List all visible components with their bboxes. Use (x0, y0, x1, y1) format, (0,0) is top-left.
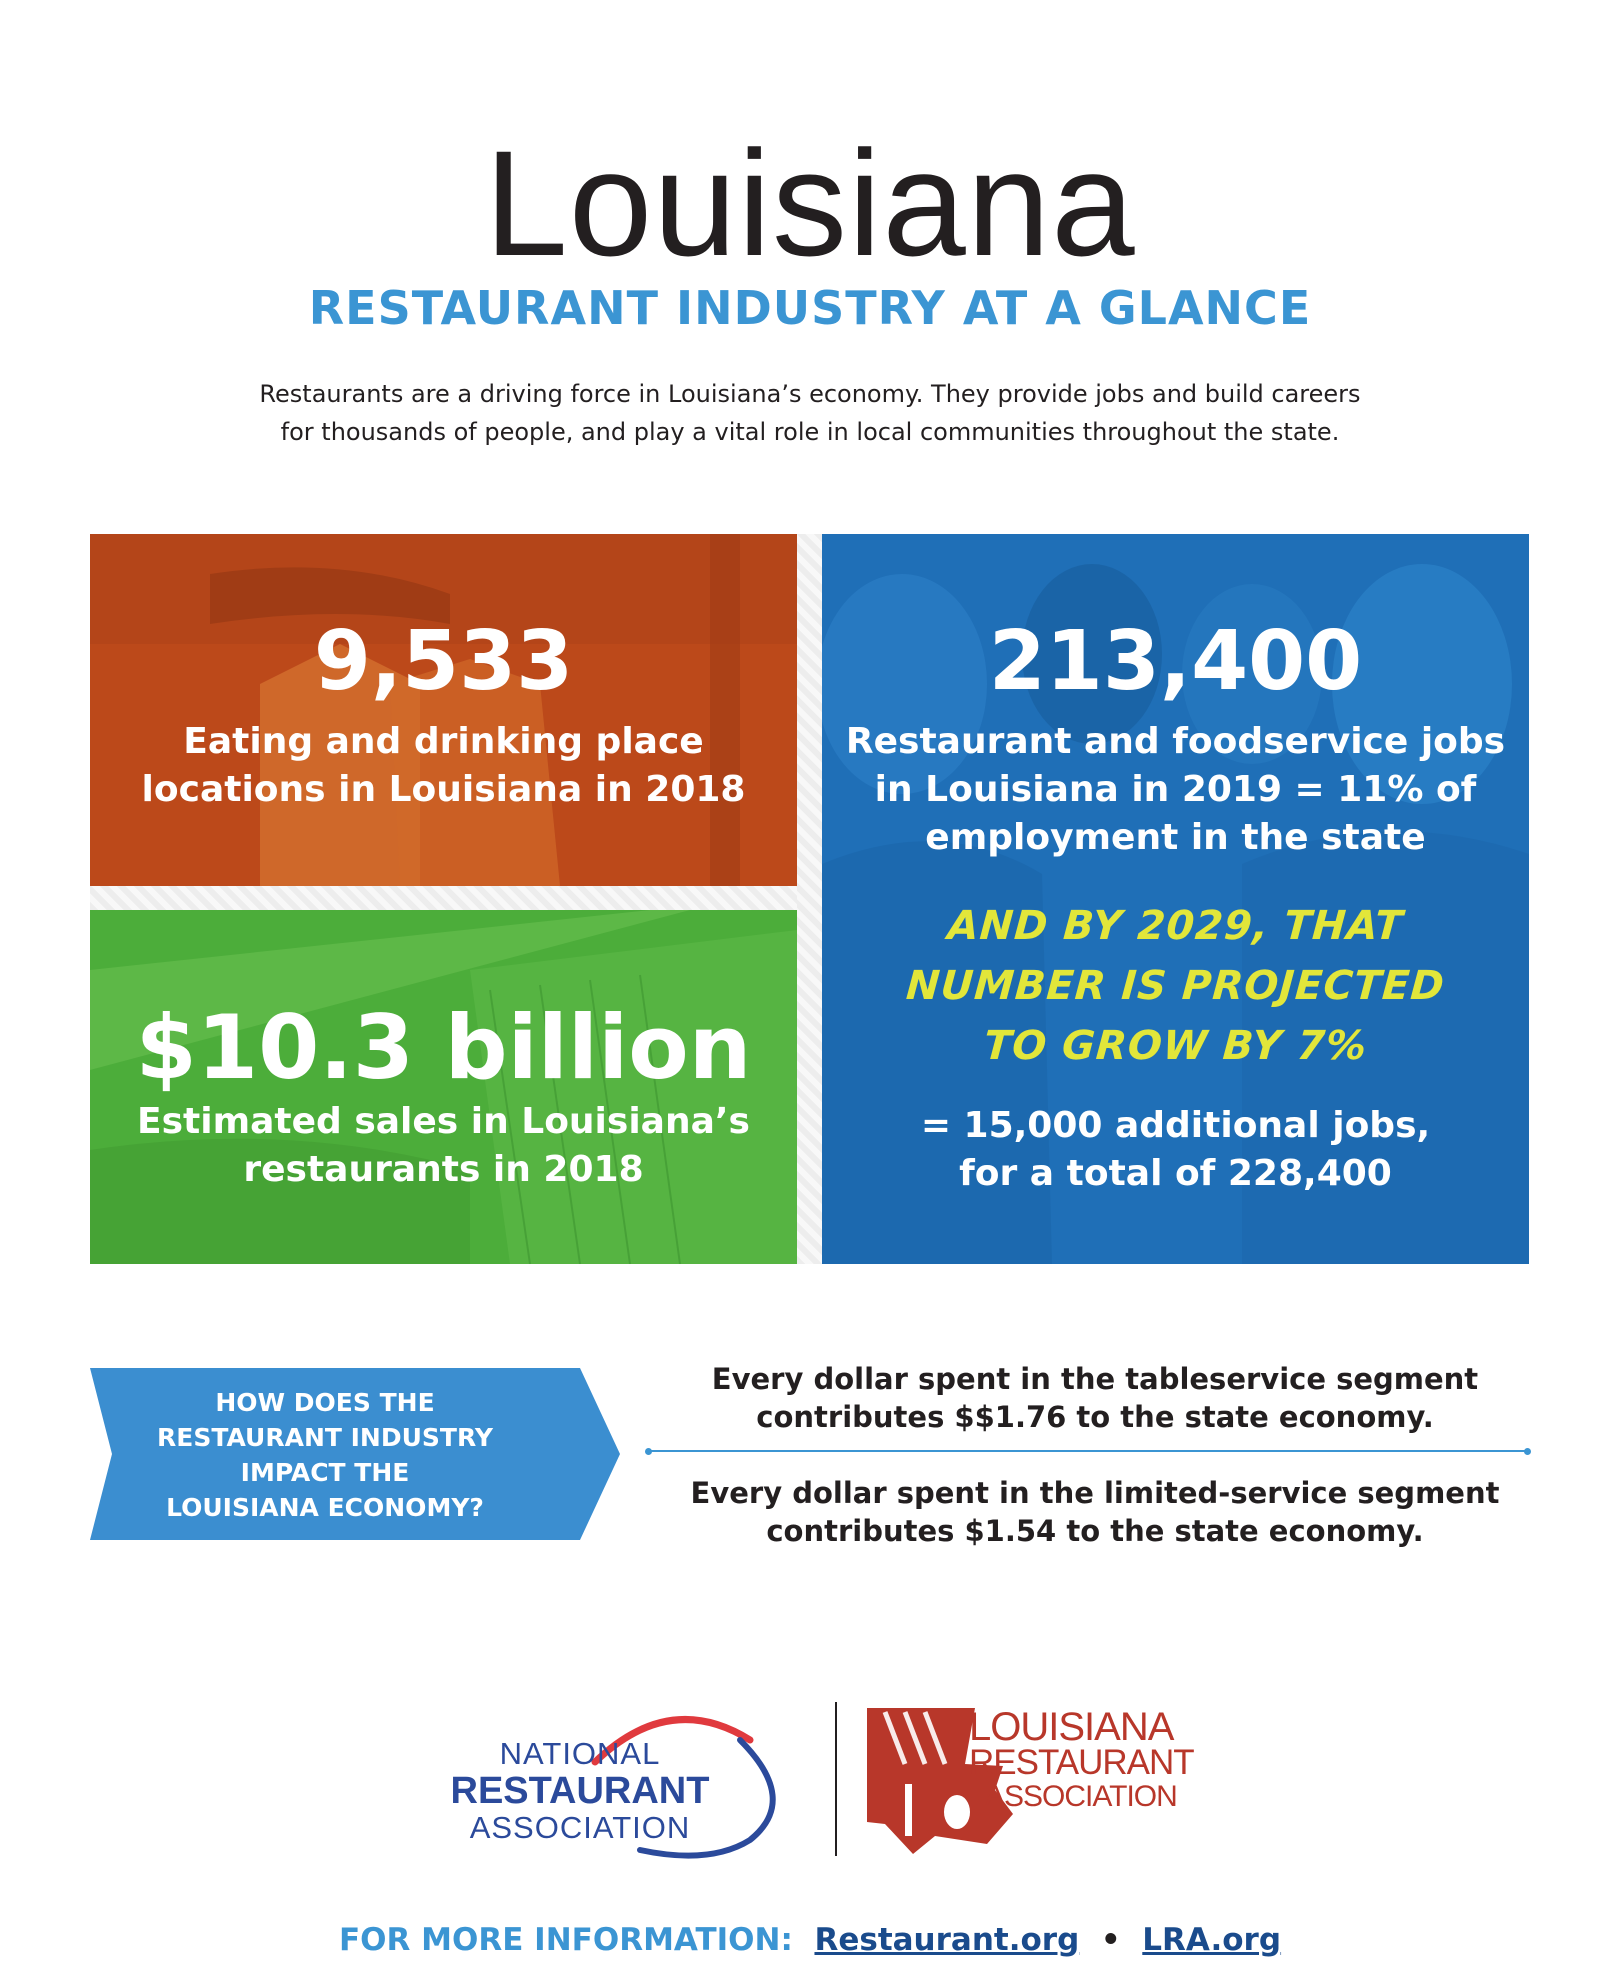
stat-label: employment in the state (925, 817, 1426, 858)
impact-question (130, 1385, 520, 1525)
lra-logo (865, 1700, 1205, 1860)
stat-label: Restaurant and foodservice jobs (845, 721, 1506, 762)
stat-panel-sales (90, 910, 797, 1264)
impact-question-line: LOUISIANA ECONOMY? (166, 1493, 484, 1522)
page-subtitle: RESTAURANT INDUSTRY AT A GLANCE (308, 281, 1312, 335)
logo-separator (835, 1702, 837, 1856)
panel-divider (797, 534, 822, 1264)
nra-logo-text: NATIONAL (499, 1736, 661, 1771)
stat-label: Estimated sales in Louisiana’s (137, 1101, 750, 1142)
stat-panel-jobs (822, 534, 1529, 1264)
lra-logo-text: RESTAURANT (969, 1743, 1194, 1782)
footer-separator: • (1100, 1922, 1121, 1958)
nra-logo (420, 1700, 820, 1860)
impact-statement-line: contributes $$1.76 to the state economy. (756, 1400, 1434, 1434)
divider-dot (1524, 1448, 1531, 1455)
nra-logo-text: ASSOCIATION (469, 1810, 691, 1845)
limited-service-impact (660, 1474, 1530, 1550)
restaurant-org-link[interactable]: Restaurant.org (814, 1922, 1080, 1958)
projection-text: TO GROW BY 7% (982, 1023, 1369, 1069)
stat-label: for a total of 228,400 (959, 1153, 1392, 1194)
panel-divider (90, 886, 797, 910)
impact-divider (648, 1450, 1528, 1452)
stat-label: locations in Louisiana in 2018 (141, 769, 746, 810)
projection-text: NUMBER IS PROJECTED (904, 963, 1447, 1009)
lra-logo-text: ASSOCIATION (985, 1780, 1177, 1813)
impact-statement-line: Every dollar spent in the limited-service segment (690, 1476, 1500, 1510)
stat-value: $10.3 billion (135, 996, 752, 1099)
shopping-bag-photo (90, 534, 797, 886)
nra-logo-text: RESTAURANT (450, 1770, 710, 1812)
lra-logo-text: LOUISIANA (969, 1705, 1174, 1749)
projection-text: AND BY 2029, THAT (946, 903, 1405, 949)
footer (0, 1920, 1620, 1960)
footer-label: FOR MORE INFORMATION: (338, 1922, 793, 1958)
impact-question-line: RESTAURANT INDUSTRY (157, 1423, 493, 1452)
stat-panel-locations (90, 534, 797, 886)
stat-label: in Louisiana in 2019 = 11% of (874, 769, 1477, 810)
lra-org-link[interactable]: LRA.org (1142, 1922, 1282, 1958)
stat-value: 213,400 (988, 614, 1363, 709)
intro-line: Restaurants are a driving force in Louisiana’s economy. They provide jobs and build careers (259, 380, 1361, 408)
intro-line: for thousands of people, and play a vital role in local communities throughout the state. (280, 418, 1340, 446)
impact-question-line: IMPACT THE (240, 1458, 410, 1487)
stat-label: restaurants in 2018 (243, 1149, 644, 1190)
page-title: Louisiana (484, 119, 1136, 287)
impact-statement-line: contributes $1.54 to the state economy. (766, 1514, 1424, 1548)
intro-paragraph (160, 375, 1460, 451)
impact-statement-line: Every dollar spent in the tableservice segment (711, 1362, 1479, 1396)
stat-label: = 15,000 additional jobs, (920, 1105, 1431, 1146)
impact-question-line: HOW DOES THE (215, 1388, 435, 1417)
stat-value: 9,533 (313, 614, 574, 709)
tableservice-impact (660, 1360, 1530, 1436)
stat-label: Eating and drinking place (183, 721, 704, 762)
divider-dot (645, 1448, 652, 1455)
